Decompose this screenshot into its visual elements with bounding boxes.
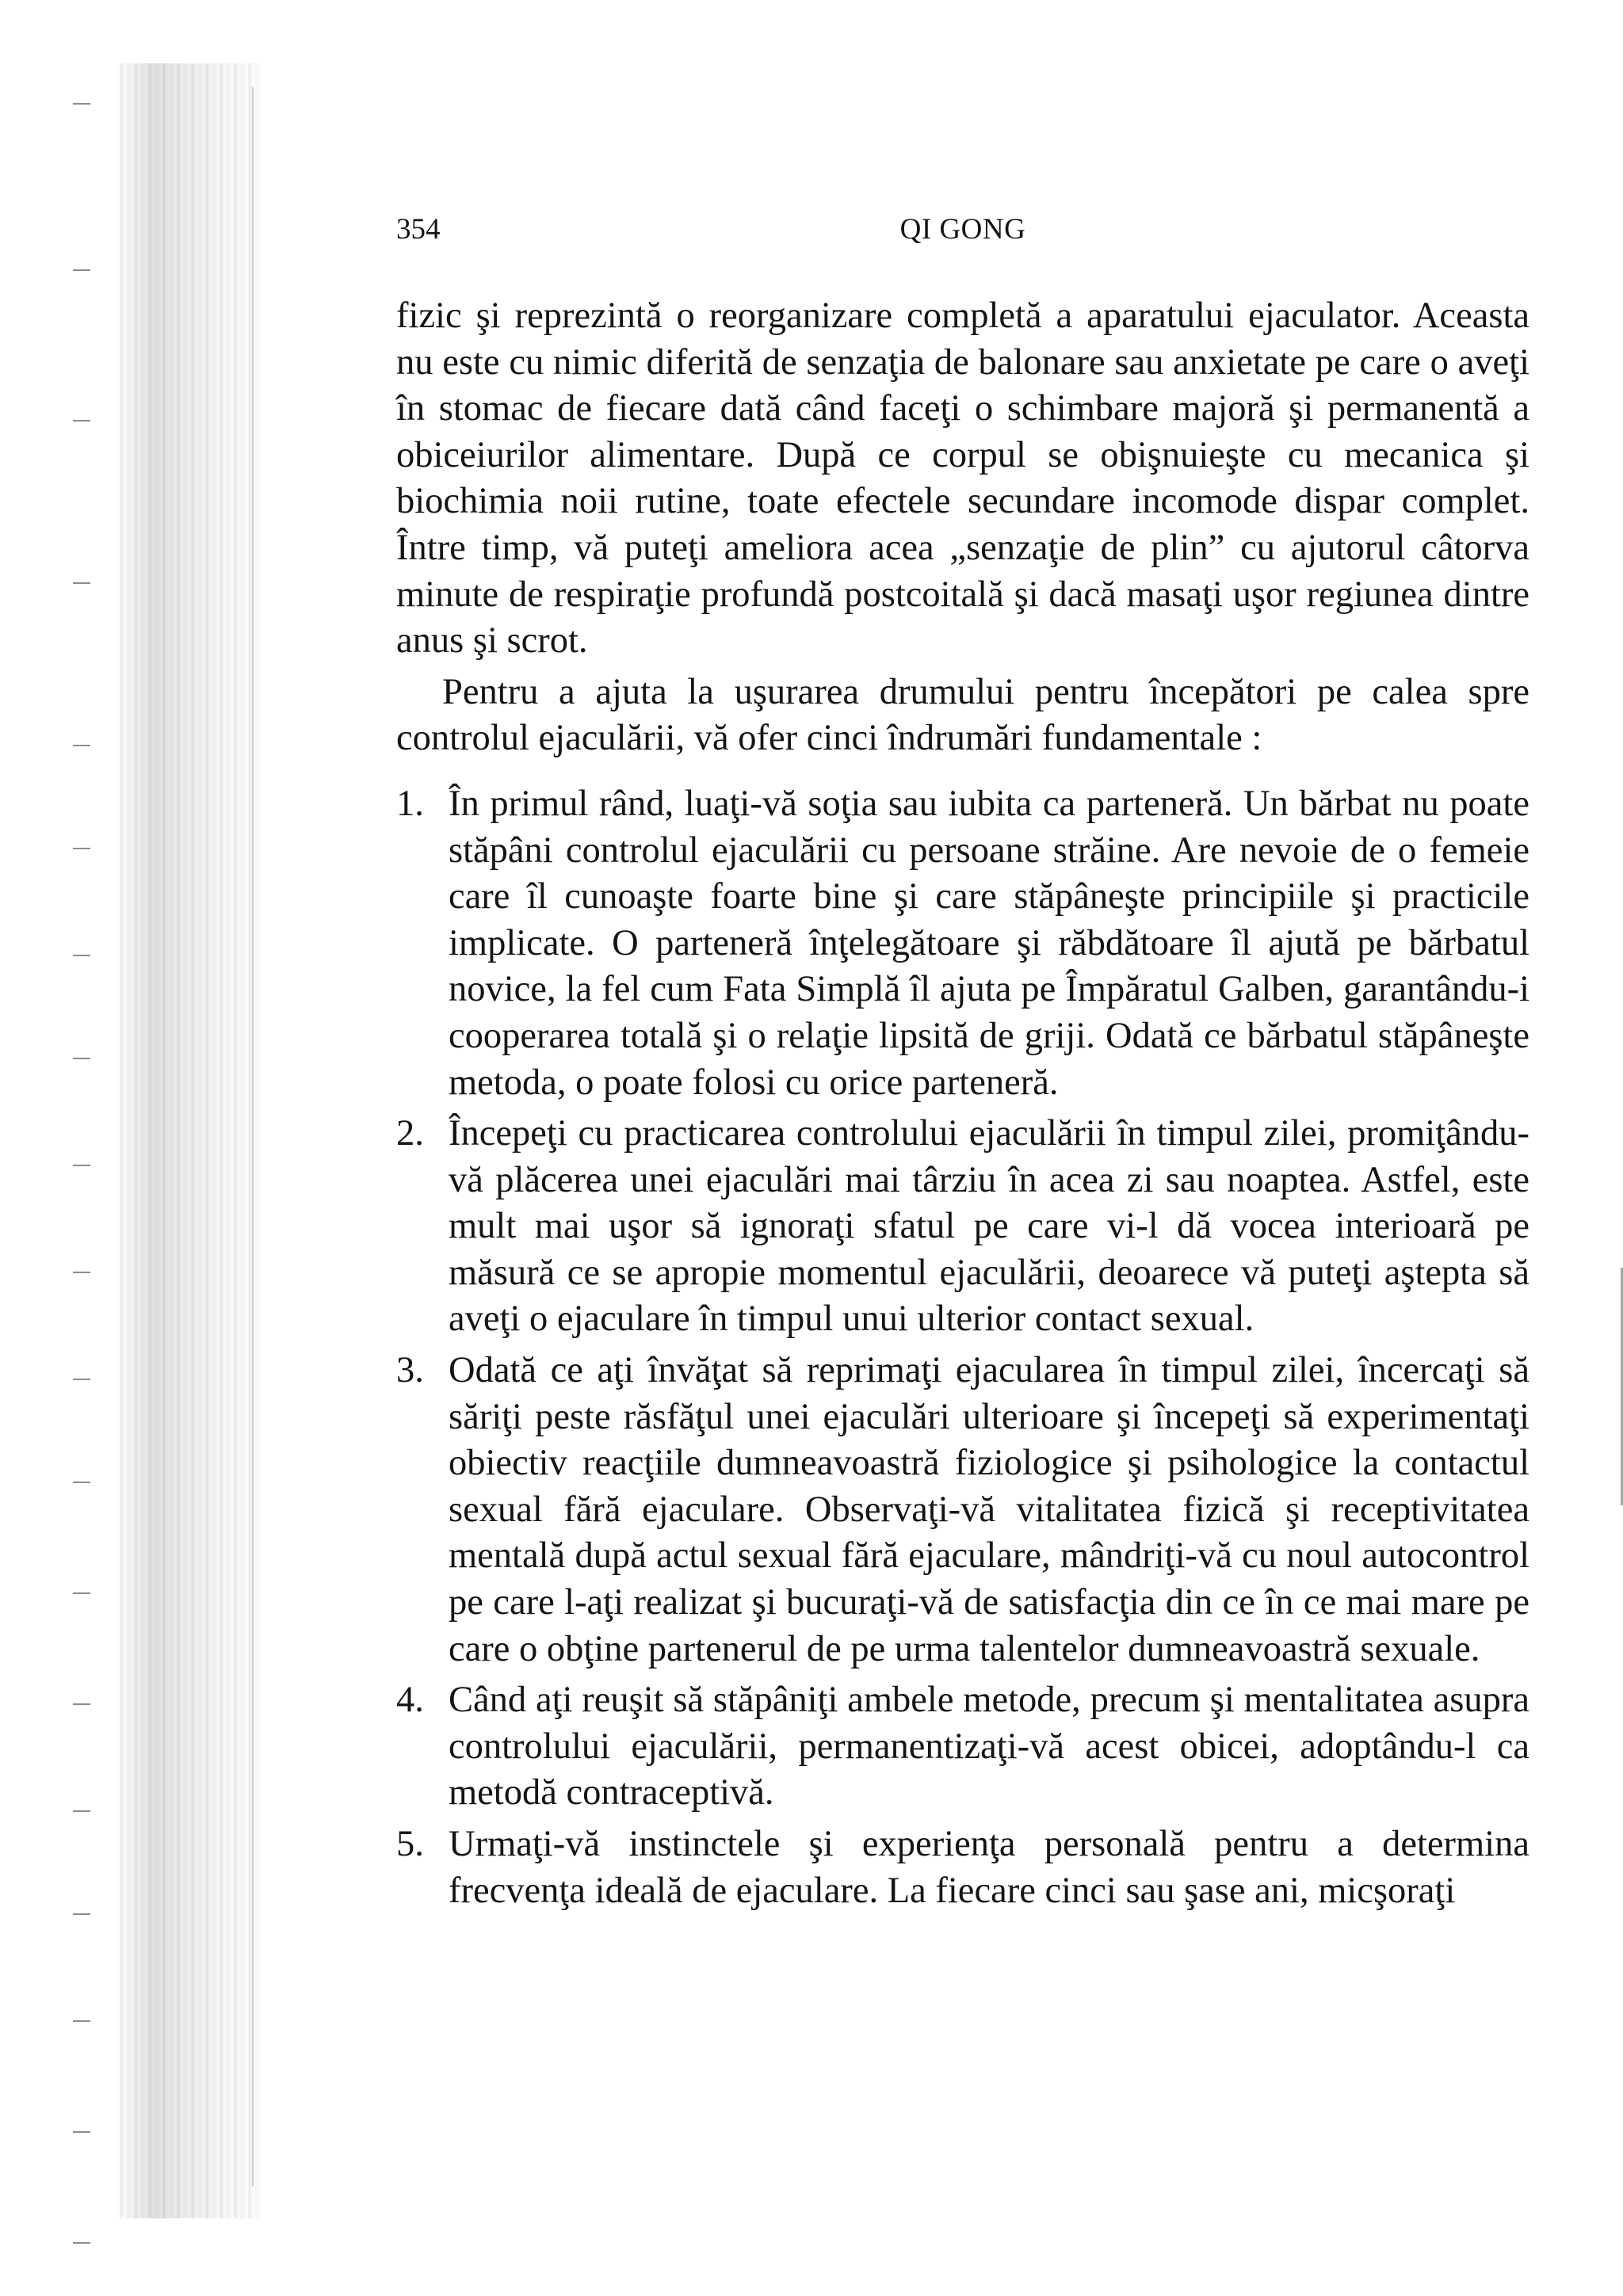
scan-margin-mark — [73, 1165, 90, 1166]
scan-margin-mark — [73, 2020, 90, 2022]
list-item-text: Începeţi cu practicarea controlului ejaculării în timpul zilei, promiţându-vă plăcerea unei ejaculări mai târziu în acea zi sau noaptea. Astfel, este mult mai uşor să ignoraţi sfatul pe care vi-l dă vocea interioară pe măsură ce se apropie momentul ejaculării, deoarece vă puteţi aştepta să aveţi o ejaculare în timpul unui ulterior contact sexual. — [449, 1113, 1529, 1340]
list-item — [396, 1348, 1529, 1672]
scan-margin-mark — [73, 1703, 90, 1705]
scan-margin-mark — [73, 269, 90, 271]
page-body — [396, 293, 1529, 1919]
guideline-list — [396, 781, 1529, 1914]
list-item — [396, 1111, 1529, 1343]
list-item-number: 2. — [396, 1113, 424, 1154]
list-item — [396, 781, 1529, 1106]
body-paragraph: Pentru a ajuta la uşurarea drumului pentru începători pe calea spre controlul ejaculării, vă ofer cinci îndrumări fundamentale : — [396, 671, 1529, 759]
scan-margin-mark — [73, 745, 90, 746]
list-item-number: 1. — [396, 783, 424, 824]
scan-margin-mark — [73, 1058, 90, 1059]
scan-margin-mark — [73, 2131, 90, 2133]
running-head — [396, 212, 1529, 260]
scan-margin-mark — [73, 2242, 90, 2244]
scan-margin-mark — [73, 1272, 90, 1273]
scan-margin-mark — [73, 848, 90, 849]
list-item — [396, 1821, 1529, 1914]
list-item-text: În primul rând, luaţi-vă soţia sau iubita ca parteneră. Un bărbat nu poate stăpâni controlul ejaculării cu persoane străine. Are nevoie de o femeie care îl cunoaşte foarte bine şi care stăpâneşte principiile şi practicile implicate. O parteneră înţelegătoare şi răbdătoare îl ajută pe bărbatul novice, la fel cum Fata Simplă îl ajuta pe Împăratul Galben, garantându-i cooperarea totală şi o relaţie lipsită de griji. Odată ce bărbatul stăpâneşte metoda, o poate folosi cu orice parteneră. — [449, 783, 1529, 1103]
scan-margin-mark — [73, 582, 90, 584]
scan-page-edge — [252, 87, 254, 2187]
scan-margin-mark — [73, 103, 90, 105]
scan-margin-mark — [73, 420, 90, 421]
scan-margin-mark — [73, 1810, 90, 1812]
list-item-number: 3. — [396, 1350, 424, 1391]
page-number: 354 — [396, 213, 441, 246]
scan-binding-shadow — [119, 63, 262, 2218]
list-item-text: Când aţi reuşit să stăpâniţi ambele metode, precum şi mentalitatea asupra controlului ejaculării, permanentizaţi-vă acest obicei, adoptându-l ca metodă contraceptivă. — [449, 1680, 1529, 1814]
list-item-text: Odată ce aţi învăţat să reprimaţi ejacularea în timpul zilei, încercaţi să săriţi peste răsfăţul unei ejaculări ulterioare şi începeţi să experimentaţi obiectiv reacţiile dumneavoastră fiziologice şi psihologice la contactul sexual fără ejaculare. Observaţi-vă vitalitatea fizică şi receptivitatea mentală după actul sexual fără ejaculare, mândriţi-vă cu noul autocontrol pe care l-aţi realizat şi bucuraţi-vă de satisfacţia din ce în ce mai mare pe care o obţine partenerul de pe urma talentelor dumneavoastră sexuale. — [449, 1350, 1529, 1669]
list-item-text: Urmaţi-vă instinctele şi experienţa personală pentru a determina frecvenţa ideală de ejaculare. La fiecare cinci sau şase ani, micşoraţi — [449, 1824, 1529, 1911]
scan-margin-mark — [73, 1913, 90, 1915]
list-item-number: 5. — [396, 1824, 424, 1864]
body-paragraph: fizic şi reprezintă o reorganizare completă a aparatului ejaculator. Aceasta nu este cu nimic diferită de senzaţia de balonare sau anxietate pe care o aveţi în stomac de fiecare dată când faceţi o schimbare majoră şi permanentă a obiceiurilor alimentare. După ce corpul se obişnuieşte cu mecanica şi biochimia noii rutine, toate efectele secundare incomode dispar complet. Între timp, vă puteţi ameliora acea „senzaţie de plin” cu ajutorul câtorva minute de respiraţie profundă postcoitală şi dacă masaţi uşor regiunea dintre anus şi scrot. — [396, 296, 1529, 662]
scan-margin-mark — [73, 1379, 90, 1380]
list-item — [396, 1677, 1529, 1817]
list-item-number: 4. — [396, 1680, 424, 1721]
scan-margin-mark — [73, 955, 90, 956]
scan-margin-mark — [73, 1592, 90, 1594]
page-header-title: QI GONG — [899, 213, 1026, 246]
scan-margin-mark — [73, 1482, 90, 1483]
